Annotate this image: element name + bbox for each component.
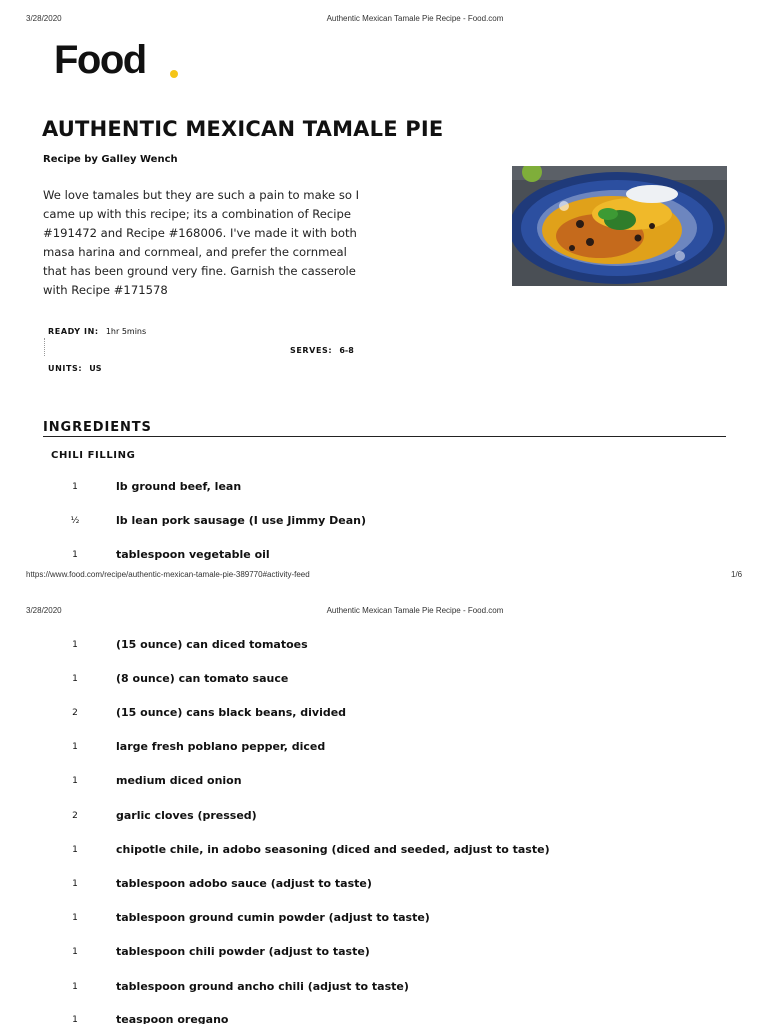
ingredient-text: chipotle chile, in adobo seasoning (diced and seeded, adjust to taste) bbox=[116, 843, 550, 856]
ingredient-row bbox=[0, 548, 768, 564]
ingredient-text: tablespoon adobo sauce (adjust to taste) bbox=[116, 877, 372, 890]
serves-value: 6-8 bbox=[339, 346, 354, 355]
units-value[interactable]: US bbox=[89, 364, 102, 373]
ingredient-row bbox=[0, 911, 768, 927]
print-header bbox=[0, 606, 768, 618]
ingredient-row bbox=[0, 877, 768, 893]
print-date: 3/28/2020 bbox=[26, 14, 62, 23]
serves bbox=[290, 338, 354, 357]
ingredient-text: lb lean pork sausage (I use Jimmy Dean) bbox=[116, 514, 367, 527]
ingredient-qty: 2 bbox=[72, 811, 78, 821]
print-page-2 bbox=[0, 590, 768, 1024]
ingredient-qty: 1 bbox=[72, 947, 78, 957]
print-url[interactable]: https://www.food.com/recipe/authentic-mexican-tamale-pie-389770#activity-feed bbox=[26, 570, 310, 579]
ingredient-text: (15 ounce) cans black beans, divided bbox=[116, 706, 347, 719]
print-date: 3/28/2020 bbox=[26, 606, 62, 615]
ingredient-section-title: CHILI FILLING bbox=[51, 450, 136, 461]
ingredient-qty: 1 bbox=[72, 640, 78, 650]
ingredient-row bbox=[0, 1013, 768, 1024]
ingredient-text: tablespoon chili powder (adjust to taste) bbox=[116, 945, 370, 958]
units-label: UNITS: bbox=[48, 364, 83, 373]
ready-in bbox=[48, 319, 146, 338]
ingredient-row bbox=[0, 638, 768, 654]
ingredient-row bbox=[0, 980, 768, 996]
ingredient-row bbox=[0, 945, 768, 961]
ingredient-row bbox=[0, 809, 768, 825]
ingredient-row bbox=[0, 480, 768, 496]
food-photo-icon bbox=[512, 166, 727, 286]
ingredient-row bbox=[0, 740, 768, 756]
ingredient-row bbox=[0, 514, 768, 530]
ingredient-text: large fresh poblano pepper, diced bbox=[116, 740, 326, 753]
recipe-description: We love tamales but they are such a pain to make so I came up with this recipe; its a combination of Recipe #191472 and Recipe #168006. I've made it with both masa harina and cornmeal, and prefer the cornmeal that has been ground very fine. Garnish the casserole with Recipe #171578 bbox=[43, 188, 360, 297]
ingredient-qty: 1 bbox=[72, 879, 78, 889]
units[interactable] bbox=[48, 356, 102, 375]
ingredient-qty: 1 bbox=[72, 845, 78, 855]
print-page-number: 1/6 bbox=[731, 570, 743, 579]
ingredient-text: lb ground beef, lean bbox=[116, 480, 242, 493]
meta-divider bbox=[44, 338, 45, 356]
ingredient-row bbox=[0, 672, 768, 688]
print-title: Authentic Mexican Tamale Pie Recipe - Food.com bbox=[326, 606, 504, 615]
ingredient-text: (15 ounce) can diced tomatoes bbox=[116, 638, 308, 651]
ready-in-value: 1hr 5mins bbox=[105, 327, 147, 336]
recipe-title: AUTHENTIC MEXICAN TAMALE PIE bbox=[42, 117, 444, 141]
ingredient-text: tablespoon vegetable oil bbox=[116, 548, 270, 561]
recipe-byline[interactable]: Recipe by Galley Wench bbox=[43, 154, 178, 165]
print-footer bbox=[0, 570, 768, 582]
logo-dot-icon bbox=[170, 70, 178, 78]
ingredient-row bbox=[0, 706, 768, 722]
print-header bbox=[0, 14, 768, 26]
ingredient-text: (8 ounce) can tomato sauce bbox=[116, 672, 289, 685]
ingredient-qty: 1 bbox=[72, 482, 78, 492]
print-title: Authentic Mexican Tamale Pie Recipe - Food.com bbox=[326, 14, 504, 23]
ingredients-heading: INGREDIENTS bbox=[43, 420, 726, 437]
ingredient-qty: 1 bbox=[72, 674, 78, 684]
ingredient-qty: 1 bbox=[72, 1015, 78, 1024]
ingredient-text: teaspoon oregano bbox=[116, 1013, 229, 1024]
food-logo[interactable]: Food bbox=[54, 38, 146, 82]
ingredient-text: medium diced onion bbox=[116, 774, 242, 787]
ingredient-text: tablespoon ground ancho chili (adjust to taste) bbox=[116, 980, 409, 993]
ingredient-qty: 1 bbox=[72, 776, 78, 786]
ingredient-qty: 1 bbox=[72, 982, 78, 992]
ingredient-text: tablespoon ground cumin powder (adjust to taste) bbox=[116, 911, 430, 924]
ingredient-qty: 1 bbox=[72, 742, 78, 752]
ingredient-row bbox=[0, 774, 768, 790]
ingredient-qty: ½ bbox=[70, 516, 80, 526]
ingredient-qty: 1 bbox=[72, 550, 78, 560]
ingredient-qty: 2 bbox=[72, 708, 78, 718]
ready-in-label: READY IN: bbox=[48, 327, 99, 336]
serves-label: SERVES: bbox=[290, 346, 333, 355]
ingredient-row bbox=[0, 843, 768, 859]
ingredient-qty: 1 bbox=[72, 913, 78, 923]
ingredient-text: garlic cloves (pressed) bbox=[116, 809, 257, 822]
